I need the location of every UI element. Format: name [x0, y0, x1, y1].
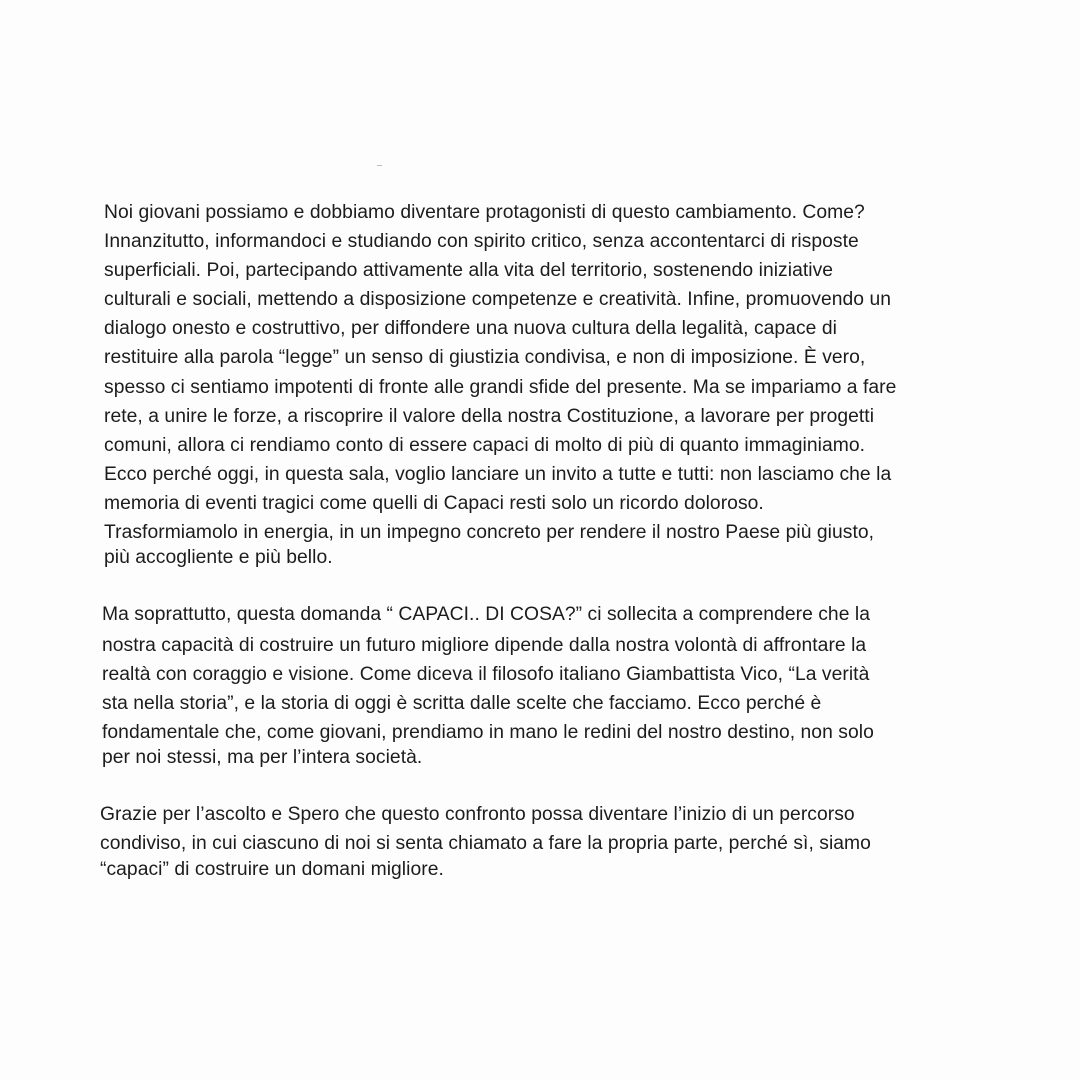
- text-line: Trasformiamolo in energia, in un impegno concreto per rendere il nostro Paese più giusto,: [104, 522, 875, 543]
- text-line: memoria di eventi tragici come quelli di Capaci resti solo un ricordo doloroso.: [104, 493, 764, 514]
- text-line: condiviso, in cui ciascuno di noi si senta chiamato a fare la propria parte, perché sì, siamo: [100, 833, 871, 854]
- text-line: culturali e sociali, mettendo a disposizione competenze e creatività. Infine, promuovendo un: [104, 289, 892, 310]
- text-line: sta nella storia”, e la storia di oggi è scritta dalle scelte che facciamo. Ecco perché è: [102, 693, 822, 714]
- text-line: realtà con coraggio e visione. Come diceva il filosofo italiano Giambattista Vico, “La verità: [102, 664, 870, 685]
- text-line: comuni, allora ci rendiamo conto di essere capaci di molto di più di quanto immaginiamo.: [104, 435, 866, 456]
- text-line: spesso ci sentiamo impotenti di fronte alle grandi sfide del presente. Ma se impariamo a fare: [104, 377, 897, 398]
- text-line: Noi giovani possiamo e dobbiamo diventare protagonisti di questo cambiamento. Come?: [104, 202, 865, 223]
- text-line: rete, a unire le forze, a riscoprire il valore della nostra Costituzione, a lavorare per progetti: [104, 406, 875, 427]
- text-line: Innanzitutto, informandoci e studiando con spirito critico, senza accontentarci di risposte: [104, 231, 859, 252]
- text-line: dialogo onesto e costruttivo, per diffondere una nuova cultura della legalità, capace di: [104, 318, 837, 339]
- text-line: per noi stessi, ma per l’intera società.: [102, 747, 423, 768]
- scan-speck: [377, 165, 382, 166]
- text-line: nostra capacità di costruire un futuro migliore dipende dalla nostra volontà di affrontare la: [102, 635, 867, 656]
- text-line: restituire alla parola “legge” un senso di giustizia condivisa, e non di imposizione. È vero,: [104, 347, 866, 368]
- text-line: Ma soprattutto, questa domanda “ CAPACI.. DI COSA?” ci sollecita a comprendere che la: [102, 604, 870, 625]
- text-line: Ecco perché oggi, in questa sala, voglio lanciare un invito a tutte e tutti: non lasciamo che la: [104, 464, 892, 485]
- text-line: fondamentale che, come giovani, prendiamo in mano le redini del nostro destino, non solo: [102, 722, 874, 743]
- text-line: più accogliente e più bello.: [104, 547, 333, 568]
- text-line: “capaci” di costruire un domani migliore.: [100, 859, 444, 880]
- text-line: Grazie per l’ascolto e Spero che questo confronto possa diventare l’inizio di un percorso: [100, 804, 855, 825]
- text-line: superficiali. Poi, partecipando attivamente alla vita del territorio, sostenendo iniziative: [104, 260, 834, 281]
